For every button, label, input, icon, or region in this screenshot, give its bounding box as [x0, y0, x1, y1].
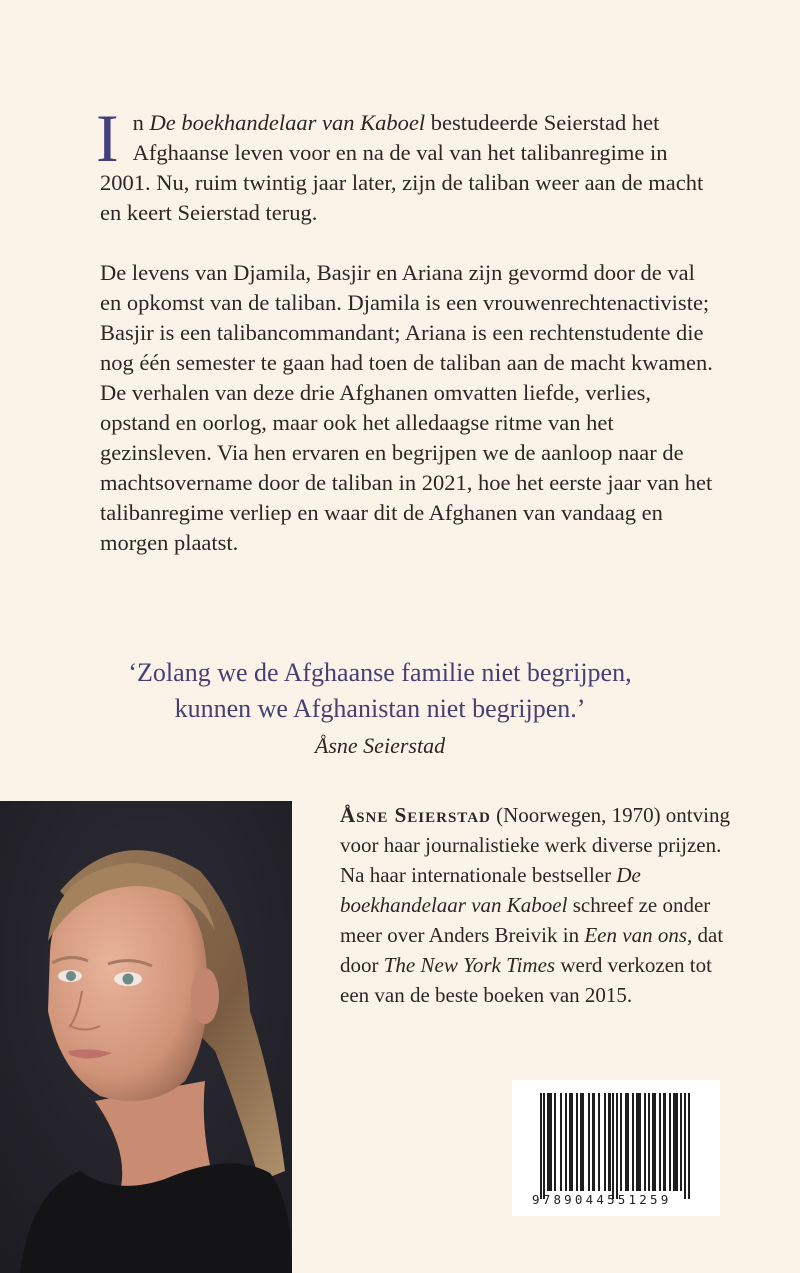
isbn-barcode	[512, 1080, 720, 1216]
bio-seg4: , dat door	[340, 923, 724, 977]
drop-cap: I	[96, 100, 119, 176]
blurb	[96, 100, 720, 558]
bio-book-title-1: De boekhandelaar van Kaboel	[340, 863, 641, 917]
quote-line-2: kunnen we Afghanistan niet begrijpen.’	[174, 694, 586, 723]
bio-seg6: werd verkozen tot een van de beste boeken van 2015.	[340, 953, 712, 1007]
bio-book-title-2: Een van ons	[584, 923, 688, 947]
blurb-p1-seg2: bestudeerde Seierstad het Afghaanse leven voor en na de val van het talibanregime in 2001. Nu, ruim twintig jaar later, zijn de taliban weer aan de macht en keert Seierstad terug.	[100, 110, 704, 225]
bio-publication-title: The New York Times	[383, 953, 556, 977]
quote-line-1: ‘Zolang we de Afghaanse familie niet begrijpen,	[128, 658, 632, 687]
bio-seg0: (Noorwegen, 1970) ontving voor haar journalistieke werk diverse prijzen. Na haar internationale bestseller	[340, 803, 730, 887]
blurb-p1-seg0: n	[132, 110, 150, 135]
author-photo	[0, 801, 292, 1273]
bio-seg2: schreef ze onder meer over Anders Breivik in	[340, 893, 711, 947]
isbn-number: 9789044551259	[532, 1192, 672, 1207]
book-title-italic: De boekhandelaar van Kaboel	[149, 110, 426, 135]
pull-quote	[90, 655, 670, 727]
author-bio	[340, 800, 740, 1010]
author-portrait-image	[0, 801, 292, 1273]
quote-attribution: Åsne Seierstad	[314, 733, 446, 758]
blurb-paragraph-1	[96, 100, 720, 228]
blurb-paragraph-2: De levens van Djamila, Basjir en Ariana zijn gevormd door de val en opkomst van de taliban. Djamila is een vrouwenrechtenactiviste; Basjir is een talibancommandant; Ariana is een rechtenstudente die nog één semester te gaan had toen de taliban aan de macht kwamen. De verhalen van deze drie Afghanen omvatten liefde, verlies, opstand en oorlog, maar ook het alledaagse ritme van het gezinsleven. Via hen ervaren en begrijpen we de aanloop naar de machtsovername door de taliban in 2021, hoe het eerste jaar van het talibanregime verliep en waar dit de Afghanen van vandaag en morgen plaatst.	[100, 260, 713, 555]
author-name: Åsne Seierstad	[340, 803, 491, 827]
